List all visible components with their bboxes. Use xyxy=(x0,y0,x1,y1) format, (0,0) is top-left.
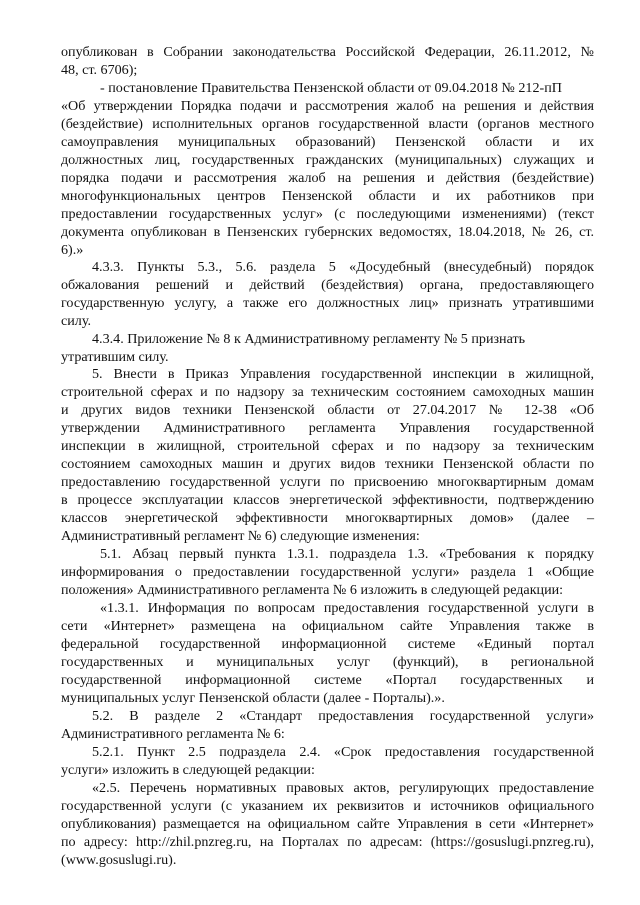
text-line: предоставлению государственной услуги по присвоению многоквартирным домам xyxy=(61,474,594,490)
text-line: 4.3.4. Приложение № 8 к Административному регламенту № 5 признать xyxy=(92,331,526,347)
text-line: - постановление Правительства Пензенской области от 09.04.2018 № 212-пП xyxy=(100,80,562,96)
text-line: 5. Внести в Приказ Управления государственной инспекции в жилищной, xyxy=(92,366,594,382)
text-line: обжалования решений и действий (бездействия) органа, предоставляющего xyxy=(61,277,594,293)
text-line: многофункциональных центров Пензенской области и их работников при xyxy=(61,188,594,204)
text-line: 48, ст. 6706); xyxy=(61,62,138,78)
text-line: «2.5. Перечень нормативных правовых актов, регулирующих предоставление xyxy=(92,780,594,796)
text-line: положения» Административного регламента № 6 изложить в следующей редакции: xyxy=(61,582,564,598)
text-line: Административного регламента № 6: xyxy=(61,726,285,742)
text-line: Административный регламент № 6) следующие изменения: xyxy=(61,528,420,544)
text-line: государственной информационной системе «Портал государственных и xyxy=(61,672,594,688)
text-line: силу. xyxy=(61,313,91,329)
text-line: (www.gosuslugi.ru). xyxy=(61,852,177,868)
text-line: 5.2.1. Пункт 2.5 подраздела 2.4. «Срок предоставления государственной xyxy=(92,744,594,760)
text-line: утратившим силу. xyxy=(61,349,169,365)
text-line: государственную услугу, а также его должностных лиц» признать утратившими xyxy=(61,295,594,311)
text-line: инспекции в жилищной, строительной сферах и по надзору за техническим xyxy=(61,438,594,454)
text-line: государственных и муниципальных услуг (функций), в региональной xyxy=(61,654,594,670)
text-line: в процессе эксплуатации классов энергетической эффективности, подтверждению xyxy=(61,492,594,508)
text-line: услуги» изложить в следующей редакции: xyxy=(61,762,315,778)
text-line: муниципальных услуг Пензенской области (далее - Порталы).». xyxy=(61,690,445,706)
text-line: 5.1. Абзац первый пункта 1.3.1. подраздела 1.3. «Требования к порядку xyxy=(100,546,594,562)
text-line: утверждении Административного регламента Управления государственной xyxy=(61,420,594,436)
text-line: по адресу: http://zhil.pnzreg.ru, на Порталах по адресам: (https://gosuslugi.pnzreg.ru), xyxy=(61,834,594,850)
text-line: «Об утверждении Порядка подачи и рассмотрения жалоб на решения и действия xyxy=(61,98,594,114)
text-line: 6).» xyxy=(61,242,84,258)
text-line: классов энергетической эффективности многоквартирных домов» (далее – xyxy=(61,510,594,526)
text-line: 4.3.3. Пункты 5.3., 5.6. раздела 5 «Досудебный (внесудебный) порядок xyxy=(92,259,594,275)
text-line: сети «Интернет» размещена на официальном сайте Управления также в xyxy=(61,618,594,634)
text-line: документа опубликован в Пензенских губернских ведомостях, 18.04.2018, № 26, ст. xyxy=(61,224,594,240)
text-line: «1.3.1. Информация по вопросам предоставления государственной услуги в xyxy=(100,600,594,616)
text-line: самоуправления муниципальных образований) Пензенской области и их xyxy=(61,134,594,150)
text-line: (бездействие) исполнительных органов государственной власти (органов местного xyxy=(61,116,594,132)
text-line: информирования о предоставлении государственной услуги» раздела 1 «Общие xyxy=(61,564,594,580)
text-line: предоставлении государственных услуг» (с последующими изменениями) (текст xyxy=(61,206,594,222)
text-line: федеральной государственной информационной системе «Единый портал xyxy=(61,636,594,652)
text-line: опубликован в Собрании законодательства Российской Федерации, 26.11.2012, № xyxy=(61,44,594,60)
text-line: и других видов техники Пензенской области от 27.04.2017 № 12-38 «Об xyxy=(61,402,594,418)
text-line: должностных лиц, государственных гражданских (муниципальных) служащих и xyxy=(61,152,594,168)
text-line: строительной сферах и по надзору за техническим состоянием самоходных машин xyxy=(61,384,594,400)
text-line: 5.2. В разделе 2 «Стандарт предоставления государственной услуги» xyxy=(92,708,594,724)
text-line: состоянием самоходных машин и других видов техники Пензенской области по xyxy=(61,456,594,472)
text-line: порядка подачи и рассмотрения жалоб на решения и действия (бездействие) xyxy=(61,170,594,186)
text-line: опубликования) размещается на официальном сайте Управления в сети «Интернет» xyxy=(61,816,594,832)
text-line: государственной услуги (с указанием их реквизитов и источников официального xyxy=(61,798,594,814)
